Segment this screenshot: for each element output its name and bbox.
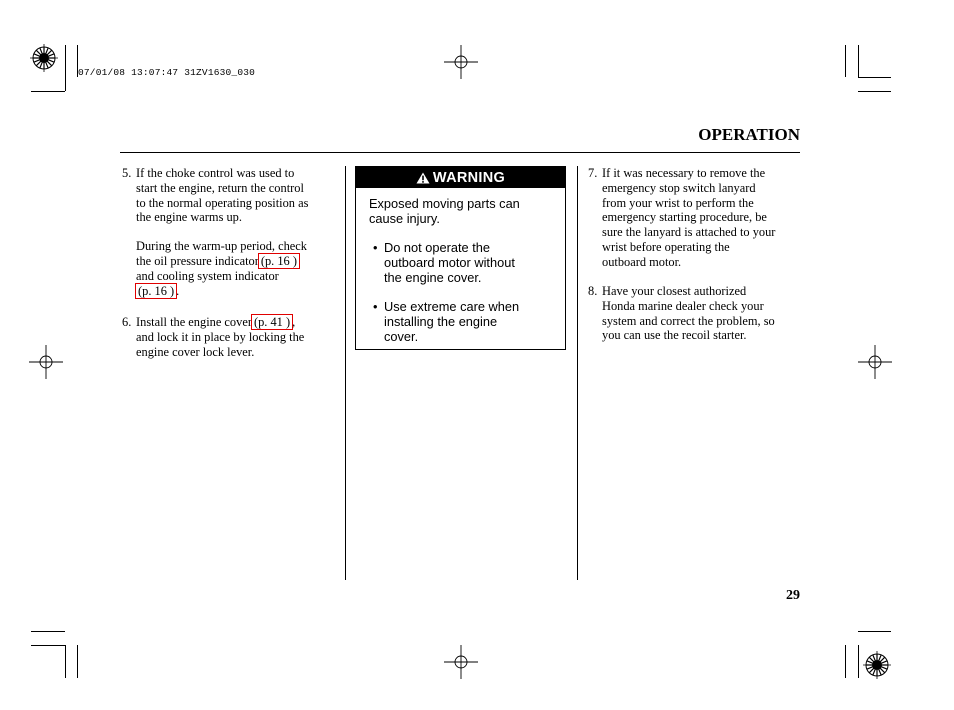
registration-sunburst-icon [30,44,58,72]
bullet-text-line: Do not operate the [384,240,491,255]
step-text-line: to the normal operating position as [136,195,309,210]
step-text-line: start the engine, return the control [136,180,304,195]
warning-box [355,166,566,350]
step-text-line: emergency stop switch lanyard [602,180,756,195]
header-rule [120,152,800,153]
step-text-line: Honda marine dealer check your [602,298,764,313]
warning-header [356,167,565,188]
warning-title: WARNING [432,169,506,186]
step-text-line: and lock it in place by locking the [136,329,305,344]
crop-mark-line [65,45,66,91]
step-text-line: you can use the recoil starter. [602,328,747,343]
step-text-line: and cooling system indicator [136,268,279,283]
crop-mark-line [858,645,859,678]
crop-mark-line [858,91,891,92]
crop-mark-line [858,45,859,77]
print-stamp: 07/01/08 13:07:47 31ZV1630_030 [78,67,256,78]
bullet-text-line: the engine cover. [384,270,482,285]
crop-mark-line [858,77,891,78]
page-number: 29 [786,588,800,603]
step-text-line: During the warm-up period, check [136,239,308,254]
column-divider-right [577,166,578,580]
step-text-line: Have your closest authorized [602,284,747,298]
column-divider-left [345,166,346,580]
step-number: 8. [588,284,598,298]
section-title: OPERATION [698,125,800,144]
page-reference-link[interactable]: (p. 16 ) [258,253,300,269]
step-number: 6. [122,315,132,329]
step-text-line: wrist before operating the [602,239,730,254]
step-text: , [292,315,296,329]
step-text-line: If it was necessary to remove the [602,166,766,180]
step-text-line: from your wrist to perform the [602,195,754,210]
crop-mark-line [77,645,78,678]
step-number: 5. [122,166,132,180]
registration-crosshair-icon [444,45,478,79]
bullet-text-line: installing the engine [384,314,498,329]
bullet-text-line: cover. [384,329,419,344]
registration-crosshair-icon [858,345,892,379]
step-text: . [176,283,180,298]
step-text-line: outboard motor. [602,254,682,269]
step-text-line: If the choke control was used to [136,166,295,180]
step-text-line: engine cover lock lever. [136,344,255,359]
bullet-marker: • [373,299,378,314]
registration-sunburst-icon [863,651,891,679]
step-text-line: system and correct the problem, so [602,313,775,328]
crop-mark-line [65,645,66,678]
page-reference-link[interactable]: (p. 41 ) [251,314,293,330]
bullet-text-line: Use extreme care when [384,299,520,314]
registration-crosshair-icon [444,645,478,679]
warning-lead [369,196,520,226]
warning-triangle-icon [416,172,430,184]
step-text-line: the engine warms up. [136,210,242,225]
step-text-line: emergency starting procedure, be [602,210,767,225]
crop-mark-line [858,631,891,632]
crop-mark-line [31,645,65,646]
registration-crosshair-icon [29,345,63,379]
crop-mark-line [845,45,846,77]
bullet-text-line: outboard motor without [384,255,515,270]
step-text-line: sure the lanyard is attached to your [602,225,776,240]
bullet-marker: • [373,240,378,255]
warning-text-line: Exposed moving parts can [369,196,520,211]
step-number: 7. [588,166,598,180]
step-text: the oil pressure indicator [136,253,259,268]
page-reference-link[interactable]: (p. 16 ) [135,283,177,299]
step-text: Install the engine cover [136,315,252,329]
crop-mark-line [31,91,65,92]
crop-mark-line [845,645,846,678]
warning-text-line: cause injury. [369,211,440,226]
crop-mark-line [31,631,65,632]
